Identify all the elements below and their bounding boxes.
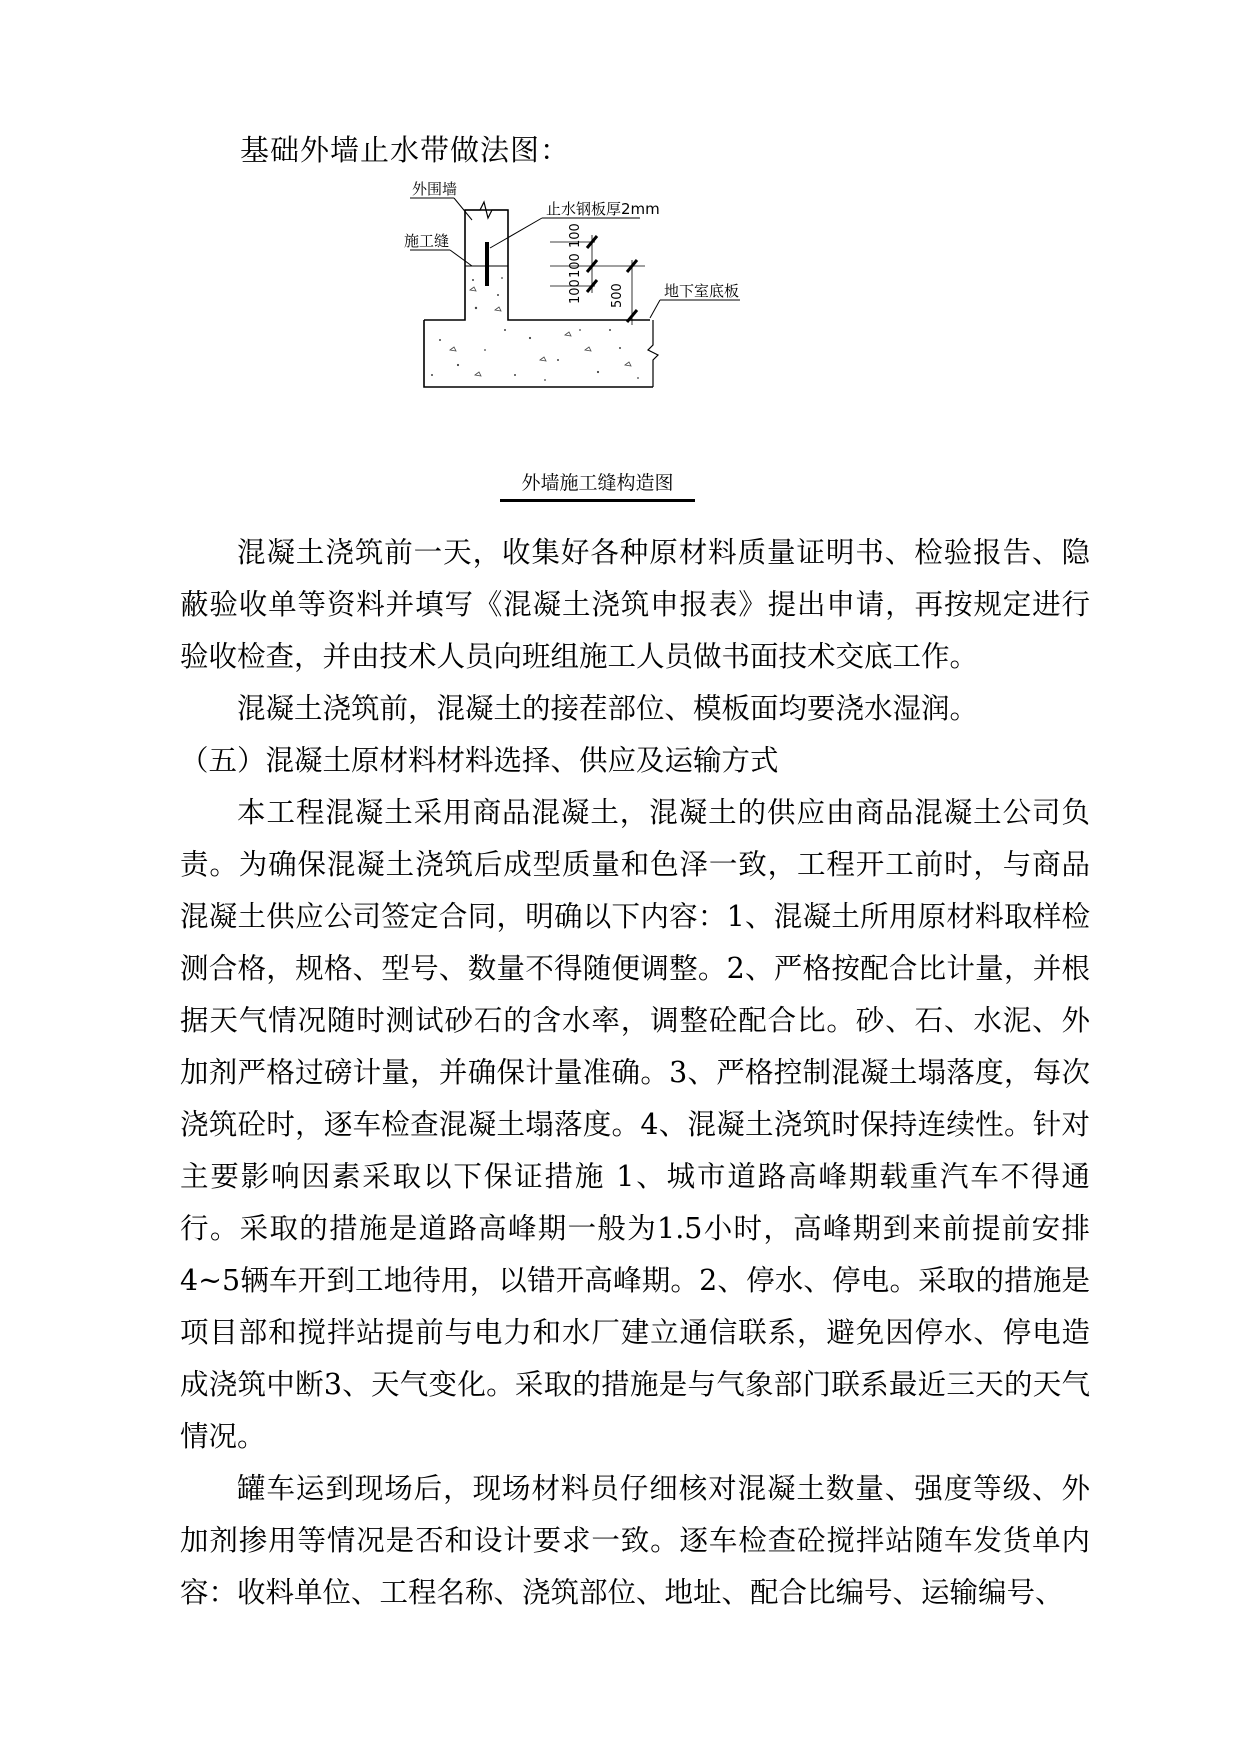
paragraph-wetting: 混凝土浇筑前，混凝土的接茬部位、模板面均要浇水湿润。 (237, 692, 979, 725)
dim-label-100-lower: 100 (568, 279, 583, 304)
label-outer-wall: 外围墙 (412, 180, 458, 198)
label-steel-plate: 止水钢板厚2mm (546, 200, 660, 218)
label-basement-slab: 地下室底板 (664, 282, 740, 300)
section-heading: 基础外墙止水带做法图： (240, 133, 571, 167)
figure-caption: 外墙施工缝构造图 (500, 468, 695, 502)
diagram-drawing (410, 190, 830, 490)
body-text (180, 527, 1090, 1619)
paragraph-ready-mix-supply: 本工程混凝土采用商品混凝土，混凝土的供应由商品混凝土公司负责。为确保混凝土浇筑后成型质量和色泽一致，工程开工前时，与商品混凝土供应公司签定合同，明确以下内容：1、混凝土所用原材料取样检测合格，规格、型号、数量不得随便调整。2、严格按配合比计量，并根据天气情况随时测试砂石的含水率，调整砼配合比。砂、石、水泥、外加剂严格过磅计量，并确保计量准确。3、严格控制混凝土塌落度，每次浇筑砼时，逐车检查混凝土塌落度。4、混凝土浇筑时保持连续性。针对主要影响因素采取以下保证措施 1、城市道路高峰期载重汽车不得通行。采取的措施是道路高峰期一般为1.5小时，高峰期到来前提前安排4~5辆车开到工地待用，以错开高峰期。2、停水、停电。采取的措施是项目部和搅拌站提前与电力和水厂建立通信联系，避免因停水、停电造成浇筑中断3、天气变化。采取的措施是与气象部门联系最近三天的天气情况。 (180, 796, 1090, 1453)
dim-label-100-upper: 100 (568, 223, 583, 248)
dim-label-100-middle: 100 (568, 253, 583, 278)
wall-joint-diagram (404, 180, 830, 490)
paragraph-pre-pour-preparation: 混凝土浇筑前一天，收集好各种原材料质量证明书、检验报告、隐蔽验收单等资料并填写《混凝土浇筑申报表》提出申请，再按规定进行验收检查，并由技术人员向班组施工人员做书面技术交底工作。 (180, 536, 1090, 673)
dim-label-500: 500 (610, 283, 625, 308)
section-title-materials: （五）混凝土原材料材料选择、供应及运输方式 (180, 744, 779, 777)
label-construction-joint: 施工缝 (404, 232, 450, 250)
paragraph-truck-inspection: 罐车运到现场后，现场材料员仔细核对混凝土数量、强度等级、外加剂掺用等情况是否和设计要求一致。逐车检查砼搅拌站随车发货单内容：收料单位、工程名称、浇筑部位、地址、配合比编号、运输编号、 (180, 1472, 1090, 1609)
